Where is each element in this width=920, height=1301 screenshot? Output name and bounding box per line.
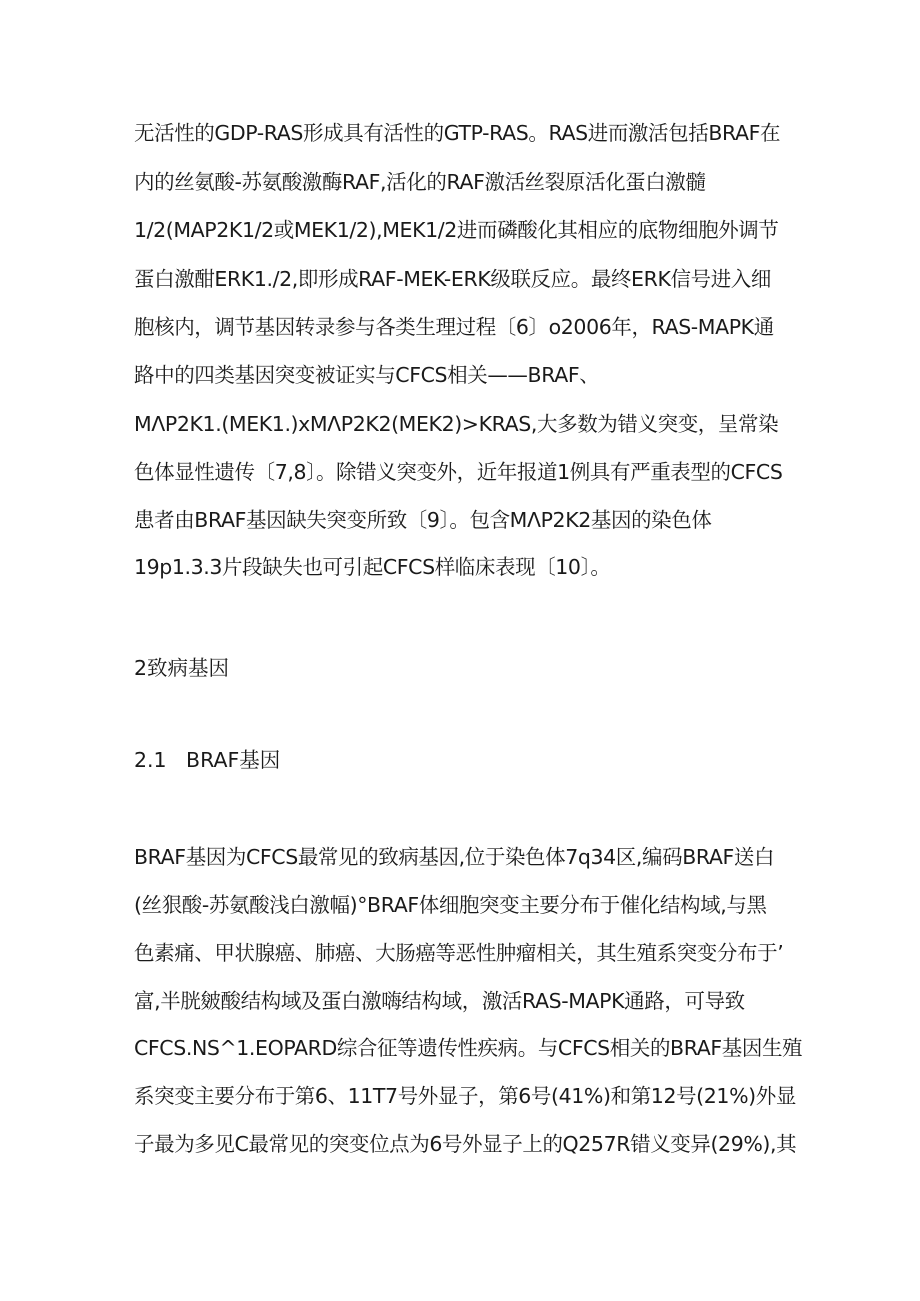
paragraph-line: 患者由BRAF基因缺失突变所致〔9〕。包含MΛP2K2基因的染色体 (134, 508, 712, 532)
paragraph-line: 子最为多见C最常见的突变位点为6号外显子上的Q257R错义变异(29%),其 (134, 1132, 797, 1156)
paragraph-line: CFCS.NS^1.EOPARD综合征等遗传性疾病。与CFCS相关的BRAF基因生殖 (134, 1036, 803, 1060)
paragraph-line: (丝狠酸-苏氨酸浅白激幅)°BRAF体细胞突变主要分布于催化结构域,与黑 (134, 893, 767, 917)
paragraph-line: 系突变主要分布于第6、11T7号外显子，第6号(41%)和第12号(21%)外显 (134, 1084, 796, 1108)
section-heading: 2致病基因 (134, 656, 230, 680)
paragraph-line: 19p1.3.3片段缺失也可引起CFCS样临床表现〔10〕。 (134, 555, 611, 579)
paragraph-line: 无活性的GDP-RAS形成具有活性的GTP-RAS。RAS进而激活包括BRAF在 (134, 121, 781, 145)
paragraph-line: BRAF基因为CFCS最常见的致病基因,位于染色体7q34区,编码BRAF送白 (134, 845, 775, 869)
paragraph-line: 内的丝氨酸-苏氨酸激酶RAF,活化的RAF激活丝裂原活化蛋白激髓 (134, 170, 706, 194)
paragraph-line: 富,半胱皴酸结构域及蛋白激嗨结构域，激活RAS-MAPK通路，可导致 (134, 989, 745, 1013)
subsection-title: BRAF基因 (186, 748, 281, 772)
paragraph-line: 蛋白激酣ERK1./2,即形成RAF-MEK-ERK级联反应。最终ERK信号进入细 (134, 267, 771, 291)
paragraph-line: MΛP2K1.(MEK1.)xMΛP2K2(MEK2)>KRAS,大多数为错义突变，呈常染 (134, 412, 779, 436)
paragraph-line: 胞核内，调节基因转录参与各类生理过程〔6〕o2006年，RAS-MAPK通 (134, 315, 774, 339)
subsection-heading (134, 746, 280, 774)
paragraph-line: 路中的四类基因突变被证实与CFCS相关——BRAF、 (134, 363, 600, 387)
subsection-number: 2.1 (134, 748, 167, 772)
paragraph-line: 色体显性遗传〔7,8〕。除错义突变外，近年报道1例具有严重表型的CFCS (134, 460, 783, 484)
paragraph-line: 1/2(MAP2K1/2或MEK1/2),MEK1/2进而磷酸化其相应的底物细胞外调节 (134, 218, 779, 242)
paragraph-line: 色素痛、甲状腺癌、肺癌、大肠癌等恶性肿瘤相关，其生殖系突变分布于’ (134, 941, 784, 965)
